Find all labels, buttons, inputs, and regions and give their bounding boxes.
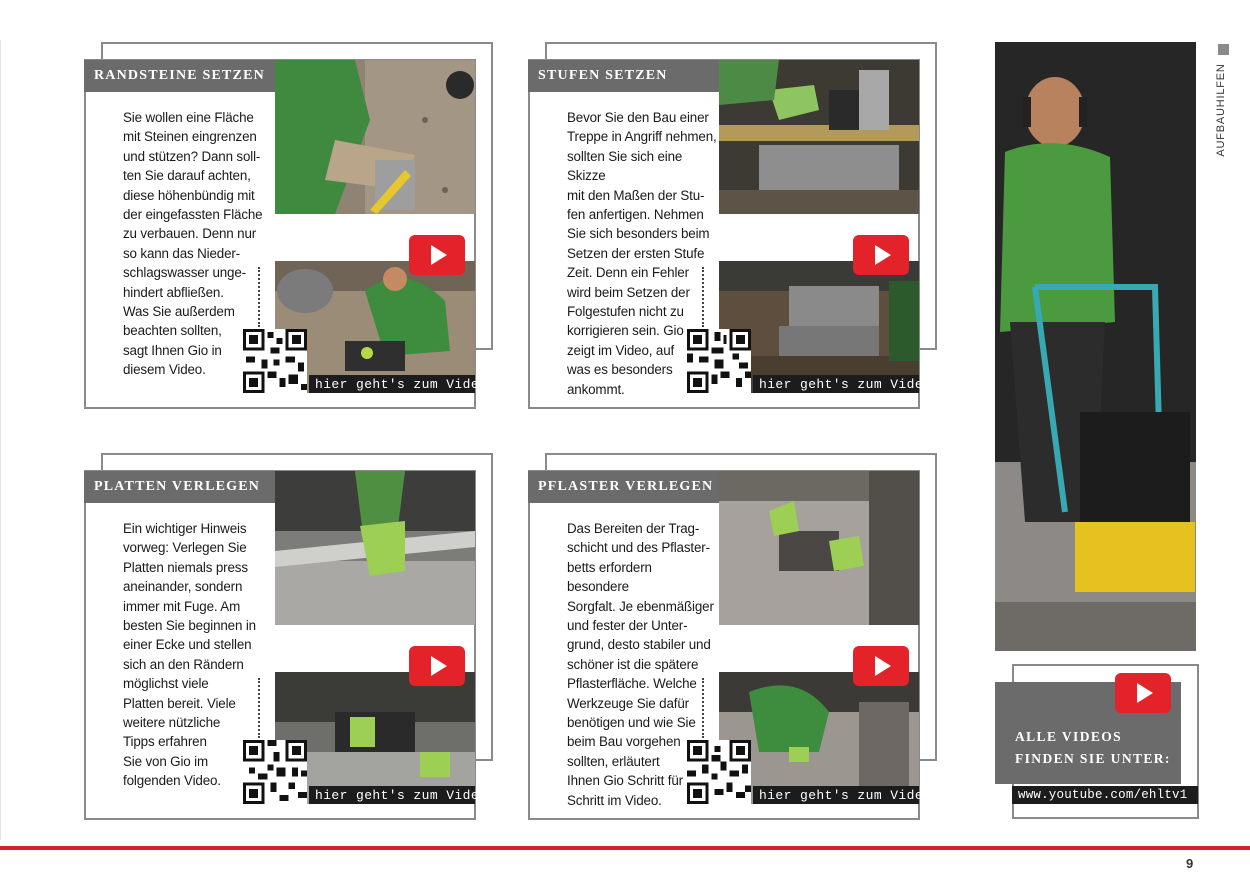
- card-text: Sie wollen eine Fläche mit Steinen eingrenzen und stützen? Dann soll- ten Sie darauf achten, diese höhenbündig mit der eingefassten Fläche zu verbauen. Denn nur so kann das Nieder- schlagswasser unge- hindert abfließen. Was Sie außerdem beachten sollten, sagt Ihnen Gio in diesem Video.: [123, 110, 263, 378]
- dotted-guide: [258, 267, 260, 327]
- photo-pflaster-top: [719, 471, 919, 625]
- video-link[interactable]: hier geht's zum Video: [753, 375, 919, 393]
- play-icon: [431, 656, 447, 676]
- page-number: 9: [1186, 856, 1194, 871]
- dotted-guide: [702, 678, 704, 738]
- section-label-text: AUFBAUHILFEN: [1215, 63, 1227, 157]
- card-title: RANDSTEINE SETZEN: [84, 60, 275, 92]
- dotted-guide: [258, 678, 260, 738]
- promo-line-2: FINDEN SIE UNTER:: [1015, 751, 1171, 766]
- video-link[interactable]: hier geht's zum Video: [309, 375, 475, 393]
- youtube-play-button[interactable]: [409, 646, 465, 686]
- footer-rule: [0, 846, 1250, 850]
- youtube-channel-link[interactable]: www.youtube.com/ehltv1: [1012, 786, 1198, 804]
- play-icon: [1137, 683, 1153, 703]
- qr-code-icon[interactable]: [687, 329, 751, 393]
- photo-worker-plate-compactor: [995, 42, 1196, 651]
- qr-code-icon[interactable]: [243, 329, 307, 393]
- card-title: STUFEN SETZEN: [528, 60, 719, 92]
- qr-code-icon[interactable]: [687, 740, 751, 804]
- section-marker-icon: [1218, 44, 1229, 55]
- play-icon: [875, 245, 891, 265]
- youtube-play-button[interactable]: [1115, 673, 1171, 713]
- photo-randsteine-top: [275, 60, 475, 214]
- card-title: PLATTEN VERLEGEN: [84, 471, 275, 503]
- section-label: [1216, 44, 1230, 164]
- play-icon: [431, 245, 447, 265]
- page-edge-rule: [0, 40, 1, 840]
- video-link[interactable]: hier geht's zum Video: [309, 786, 475, 804]
- youtube-play-button[interactable]: [853, 235, 909, 275]
- photo-platten-top: [275, 471, 475, 625]
- play-icon: [875, 656, 891, 676]
- youtube-play-button[interactable]: [409, 235, 465, 275]
- card-text: Bevor Sie den Bau einer Treppe in Angriff nehmen, sollten Sie sich eine Skizze mit den Maßen der Stu- fen anfertigen. Nehmen Sie sich besonders beim Setzen der ersten Stufe Zeit. Denn ein Fehler wird beim Setzen der Folgestufen nicht zu korrigieren sein. Gio zeigt im Video, auf was es besonders ankommt.: [567, 110, 717, 397]
- card-title: PFLASTER VERLEGEN: [528, 471, 719, 503]
- card-text: Ein wichtiger Hinweis vorweg: Verlegen Sie Platten niemals press aneinander, sondern immer mit Fuge. Am besten Sie beginnen in einer Ecke und stellen sich an den Rändern möglichst viele Platten bereit. Viele weitere nützliche Tipps erfahren Sie von Gio im folgenden Video.: [123, 521, 256, 789]
- dotted-guide: [702, 267, 704, 327]
- youtube-play-button[interactable]: [853, 646, 909, 686]
- promo-line-1: ALLE VIDEOS: [1015, 729, 1123, 744]
- card-text: Das Bereiten der Trag- schicht und des Pflaster- betts erfordern besondere Sorgfalt. Je ebenmäßiger und fester der Unter- grund, desto stabiler und schöner ist die spätere Pflasterfläche. Welche Werkzeuge Sie dafür benötigen und wie Sie beim Bau vorgehen sollten, erläutert Ihnen Gio Schritt für Schritt im Video.: [567, 521, 714, 808]
- photo-stufen-top: [719, 60, 919, 214]
- qr-code-icon[interactable]: [243, 740, 307, 804]
- video-link[interactable]: hier geht's zum Video: [753, 786, 919, 804]
